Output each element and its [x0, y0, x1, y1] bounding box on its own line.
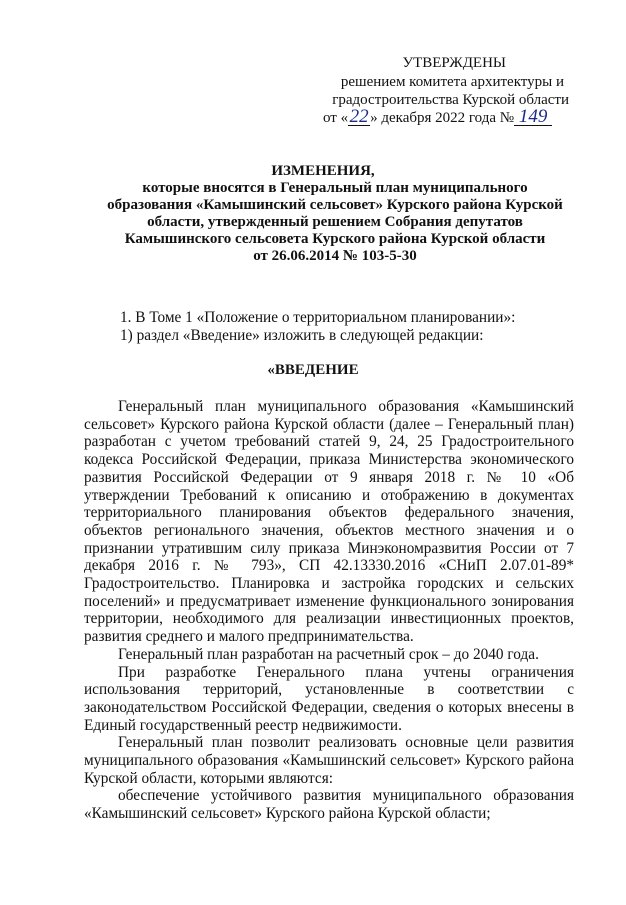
- title-line-3: образования «Камышинский сельсовет» Курского района Курской: [107, 197, 563, 213]
- paragraph-3: При разработке Генерального плана учтены ограничения использования территорий, установленные в соответствии с законодательством Российской Федерации, сведения о которых внесены в Единый государственный реестр недвижимости.: [84, 663, 574, 734]
- paragraph-5: обеспечение устойчивого развития муниципального образования «Камышинский сельсовет» Курского района Курской области;: [84, 787, 574, 823]
- paragraph-1: Генеральный план муниципального образования «Камышинский сельсовет» Курского района Курской области (далее – Генеральный план) разработан с учетом требований статей 9, 24, 25 Градостроительного кодекса Российской Федерации, приказа Министерства экономического развития Российской Федерации от 9 января 2018 г. № 10 «Об утверждении Требований к описанию и отображению в документах территориального планирования объектов федерального значения, объектов регионального значения, объектов местного значения и о признании утратившим силу приказа Минэкономразвития России от 7 декабря 2016 г. № 793», СП 42.13330.2016 «СНиП 2.07.01-89* Градостроительство. Планировка и застройка городских и сельских поселений» и предусматривает изменение функционального зонирования территории, необходимого для реализации инвестиционных проектов, развития среднего и малого предпринимательства.: [84, 398, 574, 646]
- handwritten-number: 149: [514, 108, 552, 126]
- title-line-5: Камышинского сельсовета Курского района Курской области: [124, 231, 546, 247]
- approval-heading: УТВЕРЖДЕНЫ: [402, 55, 506, 71]
- paragraph-4: Генеральный план позволит реализовать основные цели развития муниципального образования «Камышинский сельсовет» Курского района Курской области, которыми являются:: [84, 734, 574, 787]
- approval-line-committee: решением комитета архитектуры и: [340, 74, 564, 90]
- intro-item-1: 1. В Томе 1 «Положение о территориальном планировании»:: [120, 309, 516, 326]
- body-text: [84, 398, 574, 823]
- title-line-4: области, утвержденный решением Собрания депутатов: [147, 214, 523, 230]
- title-line-6: от 26.06.2014 № 103-5-30: [253, 248, 417, 264]
- date-suffix: » декабря 2022 года №: [370, 110, 515, 126]
- approval-line-region: градостроительства Курской области: [332, 92, 569, 108]
- intro-item-2: 1) раздел «Введение» изложить в следующей редакции:: [120, 327, 484, 344]
- date-prefix: от «: [323, 110, 349, 126]
- handwritten-day: 22: [349, 106, 369, 127]
- paragraph-2: Генеральный план разработан на расчетный срок – до 2040 года.: [118, 645, 539, 663]
- approval-date-line: [323, 108, 552, 127]
- document-title: ИЗМЕНЕНИЯ,: [271, 163, 375, 179]
- title-line-2: которые вносятся в Генеральный план муниципального: [142, 180, 528, 196]
- section-heading: «ВВЕДЕНИЕ: [267, 362, 359, 378]
